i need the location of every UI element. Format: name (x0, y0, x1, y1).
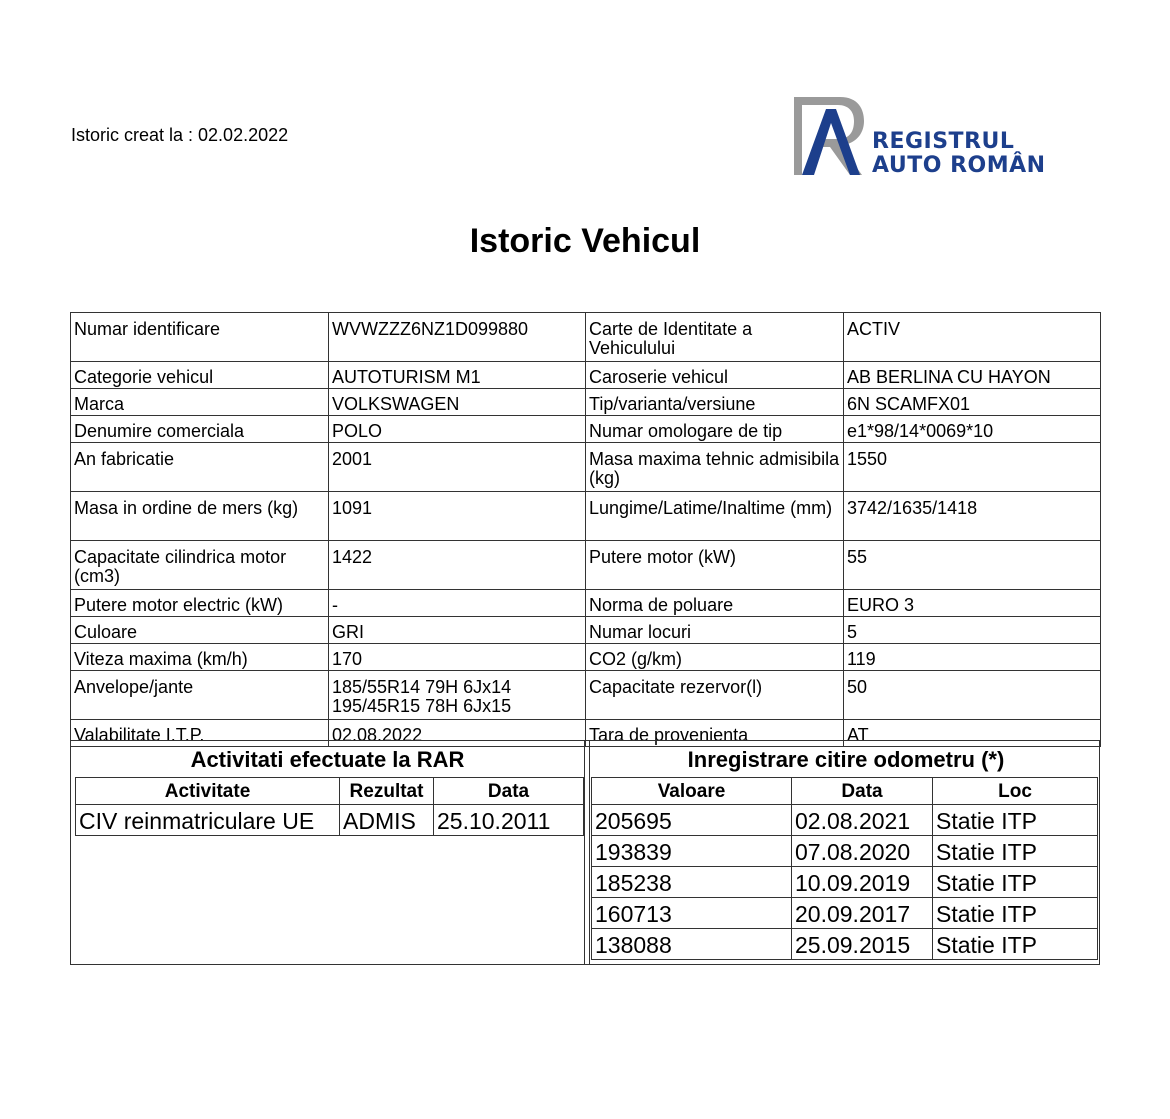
info-value: 1091 (329, 492, 586, 541)
info-value: ACTIV (844, 313, 1101, 362)
odometer-value: 138088 (592, 929, 792, 960)
odometer-date: 02.08.2021 (792, 805, 933, 836)
odometer-date: 10.09.2019 (792, 867, 933, 898)
info-value: EURO 3 (844, 590, 1101, 617)
odometer-location: Statie ITP (933, 898, 1098, 929)
info-label: Masa in ordine de mers (kg) (71, 492, 329, 541)
odometer-location: Statie ITP (933, 836, 1098, 867)
info-value: 2001 (329, 443, 586, 492)
info-row (71, 443, 1101, 492)
info-label: Numar identificare (71, 313, 329, 362)
table-row (592, 805, 1098, 836)
info-value: 3742/1635/1418 (844, 492, 1101, 541)
activities-header-result: Rezultat (340, 778, 434, 805)
odometer-date: 20.09.2017 (792, 898, 933, 929)
activity-result: ADMIS (340, 805, 434, 836)
info-value: 170 (329, 644, 586, 671)
info-label: Numar omologare de tip (586, 416, 844, 443)
info-value: 55 (844, 541, 1101, 590)
odometer-title: Inregistrare citire odometru (*) (687, 747, 1005, 772)
table-row (592, 929, 1098, 960)
info-value: 185/55R14 79H 6Jx14 195/45R15 78H 6Jx15 (329, 671, 586, 720)
odometer-value: 185238 (592, 867, 792, 898)
info-value: POLO (329, 416, 586, 443)
logo-text-line1: REGISTRUL (872, 129, 1015, 154)
activities-title: Activitati efectuate la RAR (190, 747, 465, 772)
activities-header-activity: Activitate (76, 778, 340, 805)
info-label: Carte de Identitate a Vehiculului (586, 313, 844, 362)
odometer-date: 07.08.2020 (792, 836, 933, 867)
info-label: Putere motor (kW) (586, 541, 844, 590)
odometer-header-location: Loc (933, 778, 1098, 805)
info-row (71, 389, 1101, 416)
vehicle-info-table (70, 312, 1101, 747)
odometer-location: Statie ITP (933, 805, 1098, 836)
history-created-date: Istoric creat la : 02.02.2022 (71, 125, 289, 145)
odometer-location: Statie ITP (933, 867, 1098, 898)
info-value: 1550 (844, 443, 1101, 492)
info-label: CO2 (g/km) (586, 644, 844, 671)
info-label: Valabilitate I.T.P. (71, 720, 329, 747)
info-value: 119 (844, 644, 1101, 671)
info-row (71, 590, 1101, 617)
page-title: Istoric Vehicul (469, 222, 701, 260)
info-label: Tara de provenienta (586, 720, 844, 747)
info-value: 5 (844, 617, 1101, 644)
activity-name: CIV reinmatriculare UE (76, 805, 340, 836)
table-row (76, 805, 584, 836)
info-row (71, 541, 1101, 590)
odometer-table (591, 777, 1098, 960)
info-label: Numar locuri (586, 617, 844, 644)
info-row (71, 617, 1101, 644)
activities-table (75, 777, 584, 836)
odometer-value: 205695 (592, 805, 792, 836)
info-value: WVWZZZ6NZ1D099880 (329, 313, 586, 362)
info-value: VOLKSWAGEN (329, 389, 586, 416)
table-row (592, 836, 1098, 867)
activity-date: 25.10.2011 (434, 805, 584, 836)
rar-logo (792, 95, 1046, 179)
activities-header-date: Data (434, 778, 584, 805)
info-value: - (329, 590, 586, 617)
table-row (592, 898, 1098, 929)
info-label: Viteza maxima (km/h) (71, 644, 329, 671)
table-row (592, 867, 1098, 898)
odometer-date: 25.09.2015 (792, 929, 933, 960)
info-label: Tip/varianta/versiune (586, 389, 844, 416)
info-value: AT (844, 720, 1101, 747)
odometer-value: 160713 (592, 898, 792, 929)
rar-logo-mark-icon (792, 95, 867, 179)
info-label: Lungime/Latime/Inaltime (mm) (586, 492, 844, 541)
info-label: An fabricatie (71, 443, 329, 492)
info-label: Culoare (71, 617, 329, 644)
odometer-header-value: Valoare (592, 778, 792, 805)
info-label: Capacitate cilindrica motor (cm3) (71, 541, 329, 590)
section-divider (584, 741, 590, 964)
info-value: e1*98/14*0069*10 (844, 416, 1101, 443)
info-row (71, 492, 1101, 541)
records-section (70, 740, 1100, 965)
info-row (71, 313, 1101, 362)
odometer-header-date: Data (792, 778, 933, 805)
odometer-value: 193839 (592, 836, 792, 867)
info-row (71, 671, 1101, 720)
info-value: 1422 (329, 541, 586, 590)
odometer-location: Statie ITP (933, 929, 1098, 960)
info-row (71, 644, 1101, 671)
info-label: Norma de poluare (586, 590, 844, 617)
info-value: 50 (844, 671, 1101, 720)
info-label: Denumire comerciala (71, 416, 329, 443)
info-label: Marca (71, 389, 329, 416)
info-value: 6N SCAMFX01 (844, 389, 1101, 416)
info-value: GRI (329, 617, 586, 644)
info-row (71, 416, 1101, 443)
info-label: Capacitate rezervor(l) (586, 671, 844, 720)
info-value: AB BERLINA CU HAYON (844, 362, 1101, 389)
info-value: AUTOTURISM M1 (329, 362, 586, 389)
logo-text-line2: AUTO ROMÂN (872, 153, 1046, 178)
info-label: Caroserie vehicul (586, 362, 844, 389)
info-label: Anvelope/jante (71, 671, 329, 720)
info-row (71, 362, 1101, 389)
info-label: Putere motor electric (kW) (71, 590, 329, 617)
info-label: Categorie vehicul (71, 362, 329, 389)
info-value: 02.08.2022 (329, 720, 586, 747)
info-label: Masa maxima tehnic admisibila (kg) (586, 443, 844, 492)
